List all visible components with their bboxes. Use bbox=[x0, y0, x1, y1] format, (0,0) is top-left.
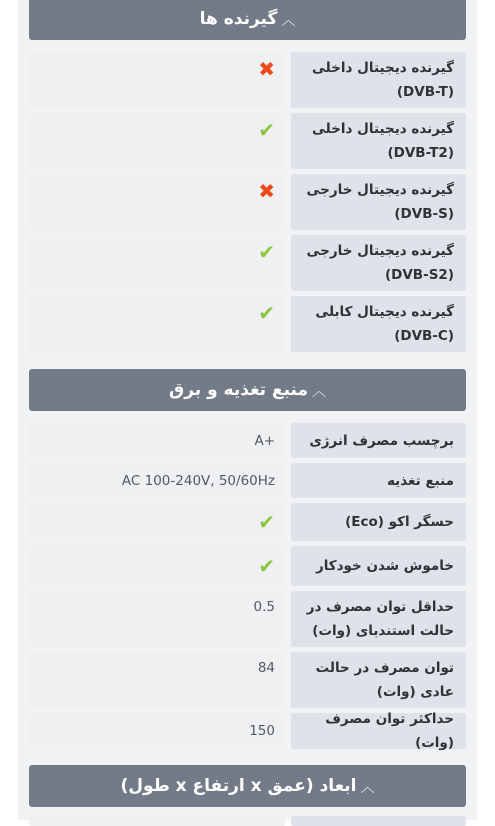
spec-label: حسگر اکو (Eco) bbox=[291, 503, 466, 541]
spec-value bbox=[29, 591, 285, 647]
chevron-up-icon: ︿ bbox=[312, 384, 326, 400]
spec-row bbox=[29, 503, 466, 541]
spec-value bbox=[29, 235, 285, 291]
spec-label: منبع تغذیه bbox=[291, 463, 466, 498]
spec-value bbox=[29, 816, 285, 826]
check-icon: ✔ bbox=[258, 301, 275, 325]
spec-value-text: AC 100-240V, 50/60Hz bbox=[121, 472, 275, 489]
spec-row bbox=[29, 546, 466, 586]
spec-value bbox=[29, 463, 285, 498]
spec-value-text: 84 bbox=[257, 660, 275, 676]
spec-value bbox=[29, 713, 285, 749]
spec-label: حداکثر توان مصرف (وات) bbox=[291, 713, 466, 749]
spec-label: توان مصرف در حالت عادی (وات) bbox=[291, 652, 466, 708]
section-header-receivers[interactable] bbox=[29, 0, 466, 40]
spec-value bbox=[29, 113, 285, 169]
check-icon: ✔ bbox=[258, 510, 275, 534]
spec-value bbox=[29, 652, 285, 708]
spec-label: گیرنده دیجیتال کابلی (DVB-C) bbox=[291, 296, 466, 352]
check-icon: ✔ bbox=[258, 118, 275, 142]
spec-row bbox=[29, 52, 466, 108]
check-icon: ✔ bbox=[258, 240, 275, 264]
spec-value bbox=[29, 546, 285, 586]
spec-row bbox=[29, 235, 466, 291]
spec-value-text: 0.5 bbox=[253, 599, 275, 615]
spec-panel bbox=[18, 0, 477, 820]
spec-label: گیرنده دیجیتال داخلی (DVB-T2) bbox=[291, 113, 466, 169]
spec-row bbox=[29, 296, 466, 352]
spec-row bbox=[29, 174, 466, 230]
spec-row bbox=[29, 713, 466, 749]
spec-value bbox=[29, 52, 285, 108]
spec-value bbox=[29, 296, 285, 352]
spec-value bbox=[29, 174, 285, 230]
spec-value-text: 150 bbox=[249, 723, 275, 739]
spec-row bbox=[29, 463, 466, 498]
spec-label: حداقل توان مصرف در حالت استندبای (وات) bbox=[291, 591, 466, 647]
spec-value bbox=[29, 423, 285, 458]
spec-value-text: A+ bbox=[254, 432, 275, 449]
section-header-dimensions[interactable] bbox=[29, 765, 466, 807]
spec-row bbox=[29, 652, 466, 708]
spec-row bbox=[29, 423, 466, 458]
spec-label: گیرنده دیجیتال خارجی (DVB-S2) bbox=[291, 235, 466, 291]
spec-row bbox=[29, 113, 466, 169]
x-icon: ✖ bbox=[258, 179, 275, 203]
spec-row-partial bbox=[29, 816, 466, 826]
check-icon: ✔ bbox=[258, 554, 275, 578]
x-icon: ✖ bbox=[258, 57, 275, 81]
section-header-power[interactable] bbox=[29, 369, 466, 411]
spec-label bbox=[291, 816, 466, 826]
spec-label: برچسب مصرف انرژی bbox=[291, 423, 466, 458]
spec-row bbox=[29, 591, 466, 647]
spec-label: گیرنده دیجیتال خارجی (DVB-S) bbox=[291, 174, 466, 230]
section-title: منبع تغذیه و برق bbox=[169, 380, 308, 400]
spec-value bbox=[29, 503, 285, 541]
spec-label: گیرنده دیجیتال داخلی (DVB-T) bbox=[291, 52, 466, 108]
spec-label: خاموش شدن خودکار bbox=[291, 546, 466, 586]
chevron-up-icon: ︿ bbox=[281, 13, 296, 29]
section-title: ابعاد (عمق x ارتفاع x طول) bbox=[120, 776, 357, 796]
chevron-up-icon: ︿ bbox=[360, 780, 375, 796]
section-title: گیرنده ها bbox=[199, 9, 278, 29]
